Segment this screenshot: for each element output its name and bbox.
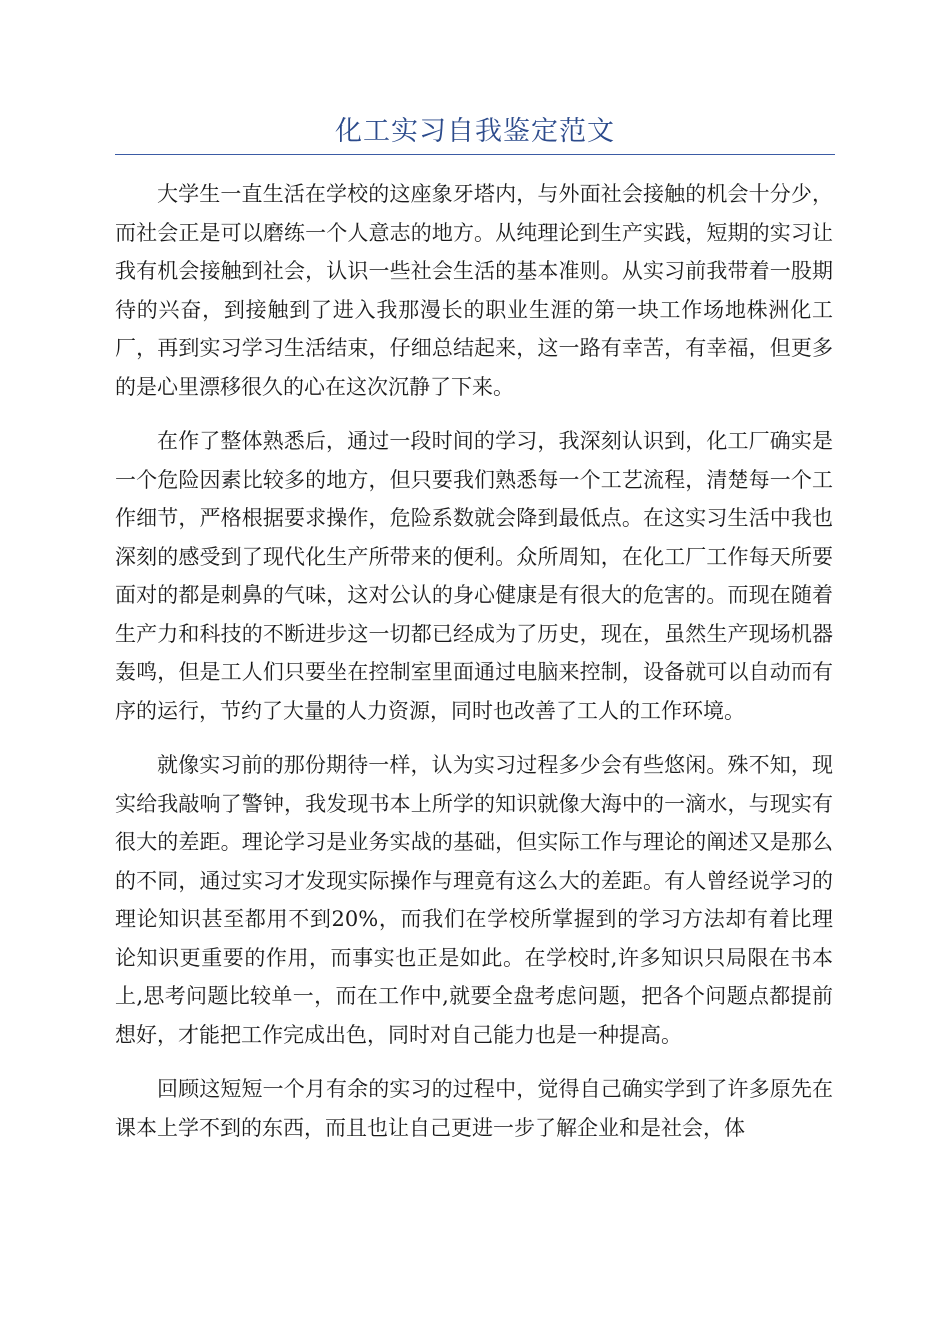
- paragraph-2: 在作了整体熟悉后，通过一段时间的学习，我深刻认识到，化工厂确实是一个危险因素比较多的地方，但只要我们熟悉每一个工艺流程，清楚每一个工作细节，严格根据要求操作，危险系数就会降到最低点。在这实习生活中我也深刻的感受到了现代化生产所带来的便利。众所周知，在化工厂工作每天所要面对的都是刺鼻的气味，这对公认的身心健康是有很大的危害的。而现在随着生产力和科技的不断进步这一切都已经成为了历史，现在，虽然生产现场机器轰鸣，但是工人们只要坐在控制室里面通过电脑来控制，设备就可以自动而有序的运行，节约了大量的人力资源，同时也改善了工人的工作环境。: [115, 429, 833, 723]
- document-body: [115, 175, 833, 1163]
- paragraph-1: 大学生一直生活在学校的这座象牙塔内，与外面社会接触的机会十分少，而社会正是可以磨练一个人意志的地方。从纯理论到生产实践，短期的实习让我有机会接触到社会，认识一些社会生活的基本准则。从实习前我带着一股期待的兴奋，到接触到了进入我那漫长的职业生涯的第一块工作场地株洲化工厂，再到实习学习生活结束，仔细总结起来，这一路有幸苦，有幸福，但更多的是心里漂移很久的心在这次沉静了下来。: [115, 182, 833, 399]
- paragraph-3: 就像实习前的那份期待一样，认为实习过程多少会有些悠闲。殊不知，现实给我敲响了警钟，我发现书本上所学的知识就像大海中的一滴水，与现实有很大的差距。理论学习是业务实战的基础，但实际工作与理论的阐述又是那么的不同，通过实习才发现实际操作与理竟有这么大的差距。有人曾经说学习的理论知识甚至都用不到20%，而我们在学校所掌握到的学习方法却有着比理论知识更重要的作用，而事实也正是如此。在学校时,许多知识只局限在书本上,思考问题比较单一，而在工作中,就要全盘考虑问题，把各个问题点都提前想好，才能把工作完成出色，同时对自己能力也是一种提高。: [115, 753, 833, 1047]
- paragraph-4: 回顾这短短一个月有余的实习的过程中，觉得自己确实学到了许多原先在课本上学不到的东西，而且也让自己更进一步了解企业和是社会，体: [115, 1077, 833, 1140]
- document-title: 化工实习自我鉴定范文: [335, 116, 615, 147]
- title-underline: [115, 154, 835, 155]
